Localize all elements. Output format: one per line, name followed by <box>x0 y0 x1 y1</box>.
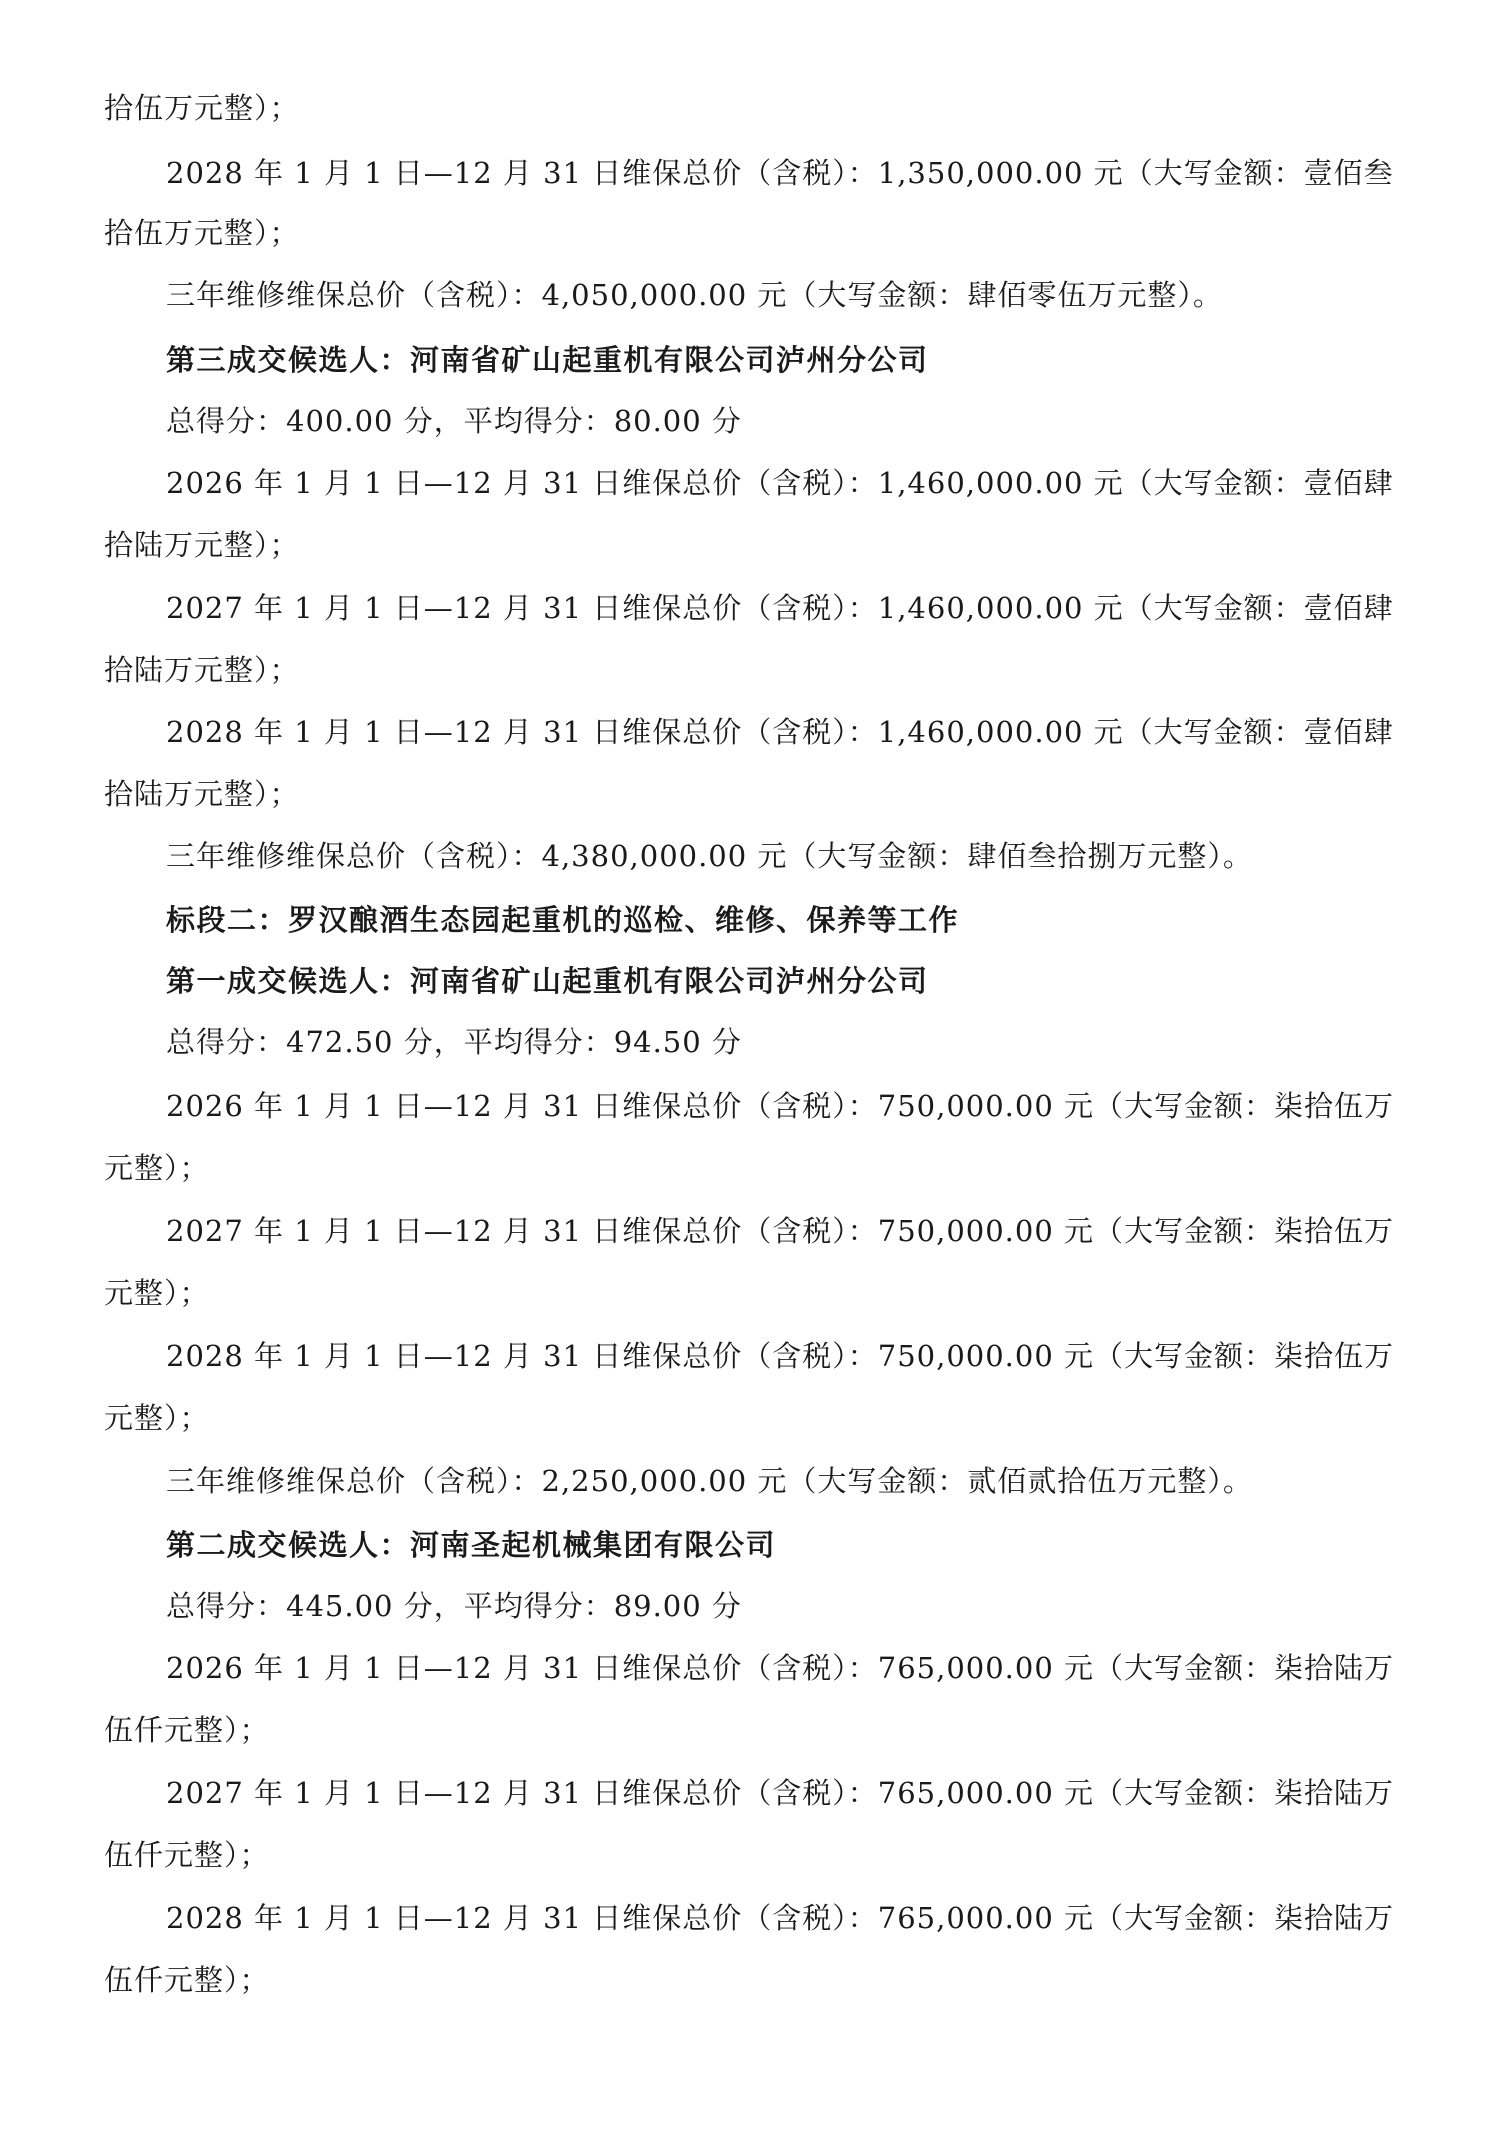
doc-line: 2027 年 1 月 1 日—12 月 31 日维保总价（含税）：1,460,000.00 元（大写金额：壹佰肆 <box>166 591 1394 625</box>
doc-line: 2027 年 1 月 1 日—12 月 31 日维保总价（含税）：765,000.00 元（大写金额：柒拾陆万 <box>166 1776 1395 1810</box>
section-heading: 标段二：罗汉酿酒生态园起重机的巡检、维修、保养等工作 <box>166 903 960 937</box>
doc-line: 元整）； <box>104 1151 210 1185</box>
doc-line: 2026 年 1 月 1 日—12 月 31 日维保总价（含税）：765,000.00 元（大写金额：柒拾陆万 <box>166 1651 1395 1685</box>
doc-line: 伍仟元整）； <box>104 1838 270 1872</box>
doc-line: 总得分：472.50 分，平均得分：94.50 分 <box>166 1025 742 1059</box>
section-heading: 第三成交候选人：河南省矿山起重机有限公司泸州分公司 <box>166 343 929 377</box>
doc-line: 2027 年 1 月 1 日—12 月 31 日维保总价（含税）：750,000.00 元（大写金额：柒拾伍万 <box>166 1214 1395 1248</box>
doc-line: 元整）； <box>104 1401 210 1435</box>
doc-line: 拾陆万元整）； <box>104 528 300 562</box>
doc-line: 2028 年 1 月 1 日—12 月 31 日维保总价（含税）：750,000.00 元（大写金额：柒拾伍万 <box>166 1339 1395 1373</box>
section-heading: 第一成交候选人：河南省矿山起重机有限公司泸州分公司 <box>166 964 929 998</box>
doc-line: 拾伍万元整）； <box>104 91 300 125</box>
doc-line: 三年维修维保总价（含税）：4,380,000.00 元（大写金额：肆佰叁拾捌万元整）。 <box>166 839 1253 873</box>
doc-line: 2026 年 1 月 1 日—12 月 31 日维保总价（含税）：750,000.00 元（大写金额：柒拾伍万 <box>166 1089 1395 1123</box>
doc-line: 三年维修维保总价（含税）：2,250,000.00 元（大写金额：贰佰贰拾伍万元整）。 <box>166 1464 1253 1498</box>
doc-line: 拾伍万元整）； <box>104 216 300 250</box>
doc-line: 伍仟元整）； <box>104 1713 270 1747</box>
section-heading: 第二成交候选人：河南圣起机械集团有限公司 <box>166 1528 777 1562</box>
doc-line: 2028 年 1 月 1 日—12 月 31 日维保总价（含税）：1,460,000.00 元（大写金额：壹佰肆 <box>166 715 1394 749</box>
doc-line: 拾陆万元整）； <box>104 777 300 811</box>
doc-line: 元整）； <box>104 1276 210 1310</box>
doc-line: 2026 年 1 月 1 日—12 月 31 日维保总价（含税）：1,460,000.00 元（大写金额：壹佰肆 <box>166 466 1394 500</box>
doc-line: 三年维修维保总价（含税）：4,050,000.00 元（大写金额：肆佰零伍万元整）。 <box>166 278 1223 312</box>
doc-line: 拾陆万元整）； <box>104 653 300 687</box>
doc-line: 总得分：445.00 分，平均得分：89.00 分 <box>166 1589 742 1623</box>
doc-line: 伍仟元整）； <box>104 1963 270 1997</box>
doc-line: 2028 年 1 月 1 日—12 月 31 日维保总价（含税）：765,000.00 元（大写金额：柒拾陆万 <box>166 1901 1395 1935</box>
doc-line: 总得分：400.00 分，平均得分：80.00 分 <box>166 404 742 438</box>
doc-line: 2028 年 1 月 1 日—12 月 31 日维保总价（含税）：1,350,000.00 元（大写金额：壹佰叁 <box>166 156 1394 190</box>
